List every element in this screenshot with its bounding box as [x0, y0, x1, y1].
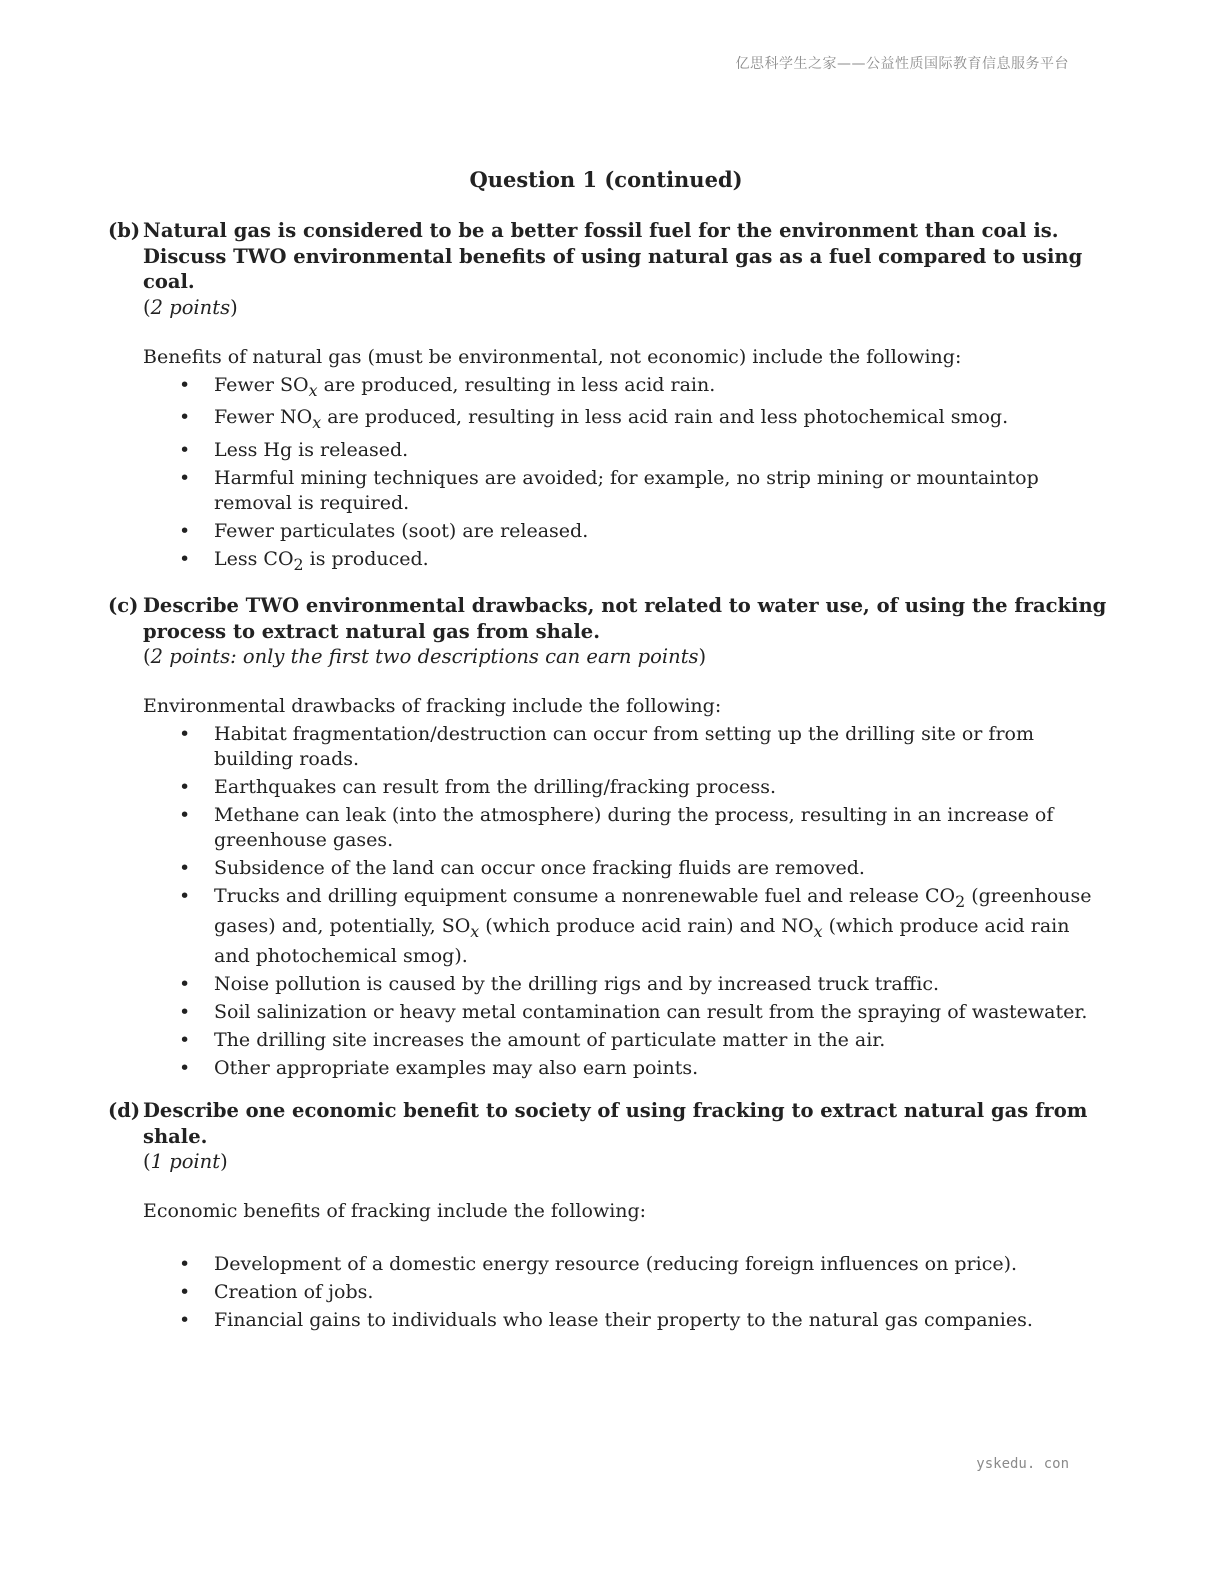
list-item: • Financial gains to individuals who lease their property to the natural gas companies. [179, 1309, 1033, 1331]
item-text: Creation of jobs. [214, 1281, 374, 1303]
part-c-section [108, 593, 1108, 1084]
item-text: Soil salinization or heavy metal contamination can result from the spraying of wastewater. [214, 1000, 1088, 1023]
part-d-section [108, 1098, 1108, 1336]
list-item: • Methane can leak (into the atmosphere) during the process, resulting in an increase of greenhouse gases. [179, 804, 1054, 851]
list-item: • Fewer $NO_x$ are produced, resulting in less acid rain and less photochemical smog. [179, 406, 1009, 433]
part-c-points: (2 points: only the first two descriptions can earn points) [143, 645, 707, 668]
list-item: • Harmful mining techniques are avoided; for example, no strip mining or mountaintop removal is required. [179, 467, 1039, 515]
item-text: Noise pollution is caused by the drilling rigs and by increased truck traffic. [214, 972, 940, 995]
part-b-letter: (b) [108, 219, 141, 242]
part-b-points: (2 points) [143, 295, 238, 319]
part-c-question [108, 593, 1108, 644]
part-d-points: (1 point) [143, 1150, 228, 1173]
part-b-question [108, 218, 1108, 295]
item-text: Earthquakes can result from the drilling/fracking process. [214, 776, 777, 798]
list-item: • Noise pollution is caused by the drilling rigs and by increased truck traffic. [179, 972, 940, 995]
list-item: • The drilling site increases the amount of particulate matter in the air. [179, 1028, 886, 1051]
item-text: Fewer $SO_x$ are produced, resulting in less acid rain. [214, 373, 716, 400]
item-text: Habitat fragmentation/destruction can occur from setting up the drilling site or from building roads. [214, 723, 1034, 770]
part-d-points-text: 1 point [150, 1150, 221, 1173]
item-text: Fewer particulates (soot) are released. [214, 520, 589, 543]
page-title: Question 1 (continued) [469, 167, 743, 192]
item-text: Financial gains to individuals who lease their property to the natural gas companies. [214, 1309, 1033, 1331]
list-item: • Fewer particulates (soot) are released. [179, 520, 589, 543]
part-c-points-text: 2 points: only the first two descriptions can earn points [150, 645, 699, 668]
item-text: Harmful mining techniques are avoided; for example, no strip mining or mountaintop removal is required. [214, 467, 1039, 515]
part-b-question-text: Natural gas is considered to be a better fossil fuel for the environment than coal is. Discuss TWO environmental benefits of using natural gas as a fuel compared to using coal. [143, 219, 1083, 293]
list-item: • Less $CO_2$ is produced. [179, 548, 429, 574]
list-item: • Habitat fragmentation/destruction can occur from setting up the drilling site or from building roads. [179, 723, 1034, 770]
item-text: Subsidence of the land can occur once fracking fluids are removed. [214, 857, 865, 879]
part-b-intro: Benefits of natural gas (must be environmental, not economic) include the following: [143, 345, 962, 368]
part-c-intro: Environmental drawbacks of fracking include the following: [143, 695, 722, 717]
part-b-points-text: 2 points [150, 295, 231, 319]
part-d-letter: (d) [108, 1099, 141, 1122]
part-d-question [108, 1098, 1108, 1149]
item-text: Trucks and drilling equipment consume a nonrenewable fuel and release $CO_2$ (greenhouse gases) and, potentially, $SO_x$ (which produce acid rain) and $NO_x$ (which produce acid rain and photochemical smog). [214, 885, 1092, 967]
list-item: • Creation of jobs. [179, 1281, 374, 1303]
item-text: Other appropriate examples may also earn points. [214, 1056, 699, 1079]
list-item: • Earthquakes can result from the drilling/fracking process. [179, 776, 777, 798]
item-text: Less Hg is released. [214, 439, 409, 462]
item-text: The drilling site increases the amount of particulate matter in the air. [214, 1028, 886, 1051]
item-text: Methane can leak (into the atmosphere) during the process, resulting in an increase of greenhouse gases. [214, 804, 1054, 851]
part-c-list [179, 722, 1108, 1081]
list-item: • Trucks and drilling equipment consume a nonrenewable fuel and release $CO_2$ (greenhouse gases) and, potentially, $SO_x$ (which produce acid rain) and $NO_x$ (which produce acid rain and photochemical smog). [179, 885, 1092, 967]
item-text: Fewer $NO_x$ are produced, resulting in less acid rain and less photochemical smog. [214, 406, 1009, 433]
list-item: • Subsidence of the land can occur once fracking fluids are removed. [179, 857, 865, 879]
list-item: • Development of a domestic energy resource (reducing foreign influences on price). [179, 1253, 1018, 1275]
item-text: Less $CO_2$ is produced. [214, 548, 429, 574]
list-item: • Other appropriate examples may also earn points. [179, 1056, 699, 1079]
part-b-list [179, 373, 1108, 577]
list-item: • Fewer $SO_x$ are produced, resulting in less acid rain. [179, 373, 716, 400]
part-c-question-text: Describe TWO environmental drawbacks, not related to water use, of using the fracking process to extract natural gas from shale. [143, 594, 1107, 643]
header-watermark-text: 亿思科学生之家——公益性质国际教育信息服务平台 [735, 56, 1069, 72]
part-b-section [108, 218, 1108, 580]
part-c-letter: (c) [108, 594, 139, 617]
part-d-list [179, 1252, 1108, 1333]
footer-watermark-text: yskedu. con [976, 1456, 1069, 1472]
part-d-question-text: Describe one economic benefit to society of using fracking to extract natural gas from shale. [143, 1099, 1088, 1148]
list-item: • Soil salinization or heavy metal contamination can result from the spraying of wastewater. [179, 1000, 1088, 1023]
list-item: • Less Hg is released. [179, 439, 409, 462]
item-text: Development of a domestic energy resource (reducing foreign influences on price). [214, 1253, 1018, 1275]
part-d-intro: Economic benefits of fracking include the following: [143, 1200, 647, 1222]
